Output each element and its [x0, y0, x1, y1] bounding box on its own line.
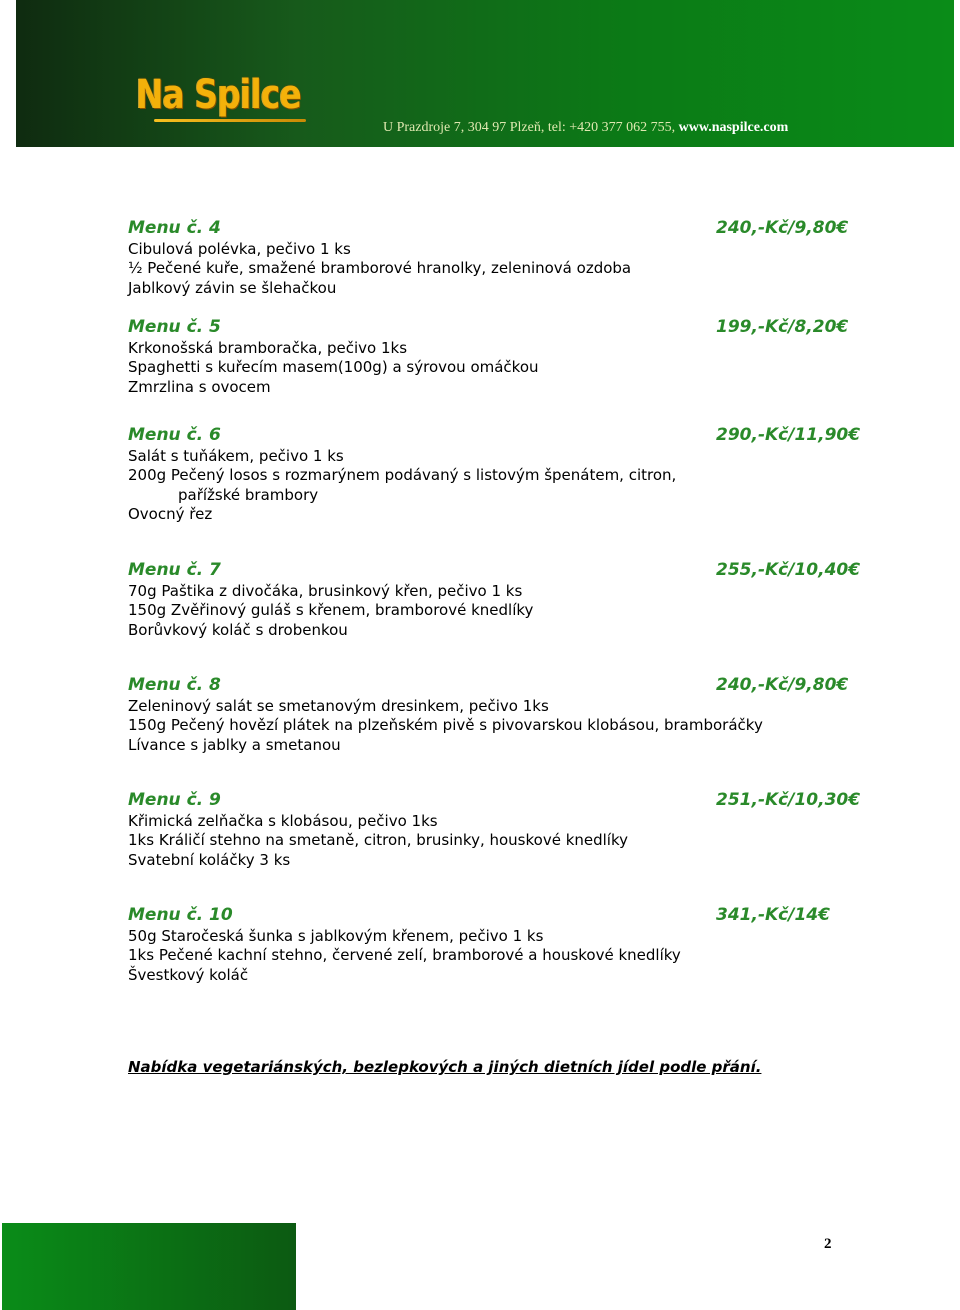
menu-items: [128, 582, 533, 640]
contact-line: [383, 120, 788, 136]
menu-price: 240,-Kč/9,80€: [716, 675, 849, 695]
menu-price: 240,-Kč/9,80€: [716, 218, 849, 238]
header-banner: [16, 0, 954, 147]
menu-item: Krkonošská bramboračka, pečivo 1ks: [128, 339, 408, 357]
menu-item: 1ks Králičí stehno na smetaně, citron, brusinky, houskové knedlíky: [128, 831, 628, 850]
menu-item: Spaghetti s kuřecím masem(100g) a sýrovou omáčkou: [128, 358, 539, 377]
menu-price: 255,-Kč/10,40€: [716, 560, 861, 580]
menu-item: Křimická zelňačka s klobásou, pečivo 1ks: [128, 812, 438, 830]
menu-title: Menu č. 4: [128, 218, 221, 238]
menu-items: [128, 447, 676, 524]
menu-title: Menu č. 9: [128, 790, 221, 810]
footer-bar: [2, 1223, 296, 1310]
menu-item: 50g Staročeská šunka s jablkovým křenem, pečivo 1 ks: [128, 927, 544, 945]
menu-item: Svatební koláčky 3 ks: [128, 850, 291, 869]
menu-item: Švestkový koláč: [128, 965, 249, 984]
menu-item: Ovocný řez: [128, 504, 213, 523]
menu-item: Lívance s jablky a smetanou: [128, 735, 341, 754]
menu-item: Jablkový závin se šlehačkou: [128, 278, 337, 297]
phone: tel: +420 377 062 755,: [547, 120, 676, 135]
menu-items: [128, 812, 628, 870]
menu-item: Zmrzlina s ovocem: [128, 377, 271, 396]
menu-items: [128, 339, 539, 397]
menu-item: 70g Paštika z divočáka, brusinkový křen, pečivo 1 ks: [128, 582, 523, 600]
menu-price: 341,-Kč/14€: [716, 905, 830, 925]
logo-underline: [154, 119, 306, 122]
website-link[interactable]: www.naspilce.com: [678, 120, 789, 135]
menu-item: Salát s tuňákem, pečivo 1 ks: [128, 447, 344, 465]
menu-title: Menu č. 7: [128, 560, 221, 580]
menu-price: 290,-Kč/11,90€: [716, 425, 861, 445]
menu-item: 1ks Pečené kachní stehno, červené zelí, bramborové a houskové knedlíky: [128, 946, 681, 965]
menu-title: Menu č. 6: [128, 425, 221, 445]
page-number: 2: [824, 1236, 832, 1252]
menu-item: ½ Pečené kuře, smažené bramborové hranolky, zeleninová ozdoba: [128, 259, 632, 278]
menu-item: pařížské brambory: [178, 485, 319, 504]
menu-items: [128, 240, 631, 298]
menu-item: Borůvkový koláč s drobenkou: [128, 620, 348, 639]
menu-item: 150g Zvěřinový guláš s křenem, bramborové knedlíky: [128, 601, 534, 620]
menu-item: 150g Pečený hovězí plátek na plzeňském pivě s pivovarskou klobásou, bramboráčky: [128, 716, 763, 735]
menu-title: Menu č. 5: [128, 317, 221, 337]
menu-title: Menu č. 8: [128, 675, 221, 695]
logo: Na Spilce: [136, 72, 301, 118]
menu-price: 199,-Kč/8,20€: [716, 317, 849, 337]
address: U Prazdroje 7, 304 97 Plzeň,: [383, 120, 545, 135]
menu-items: [128, 927, 681, 985]
dietary-note: Nabídka vegetariánských, bezlepkových a jiných dietních jídel podle přání.: [128, 1058, 762, 1076]
menu-item: Zeleninový salát se smetanovým dresinkem, pečivo 1ks: [128, 697, 549, 715]
menu-price: 251,-Kč/10,30€: [716, 790, 861, 810]
menu-item: Cibulová polévka, pečivo 1 ks: [128, 240, 351, 258]
menu-item: 200g Pečený losos s rozmarýnem podávaný s listovým špenátem, citron,: [128, 466, 677, 485]
menu-items: [128, 697, 763, 755]
menu-title: Menu č. 10: [128, 905, 233, 925]
